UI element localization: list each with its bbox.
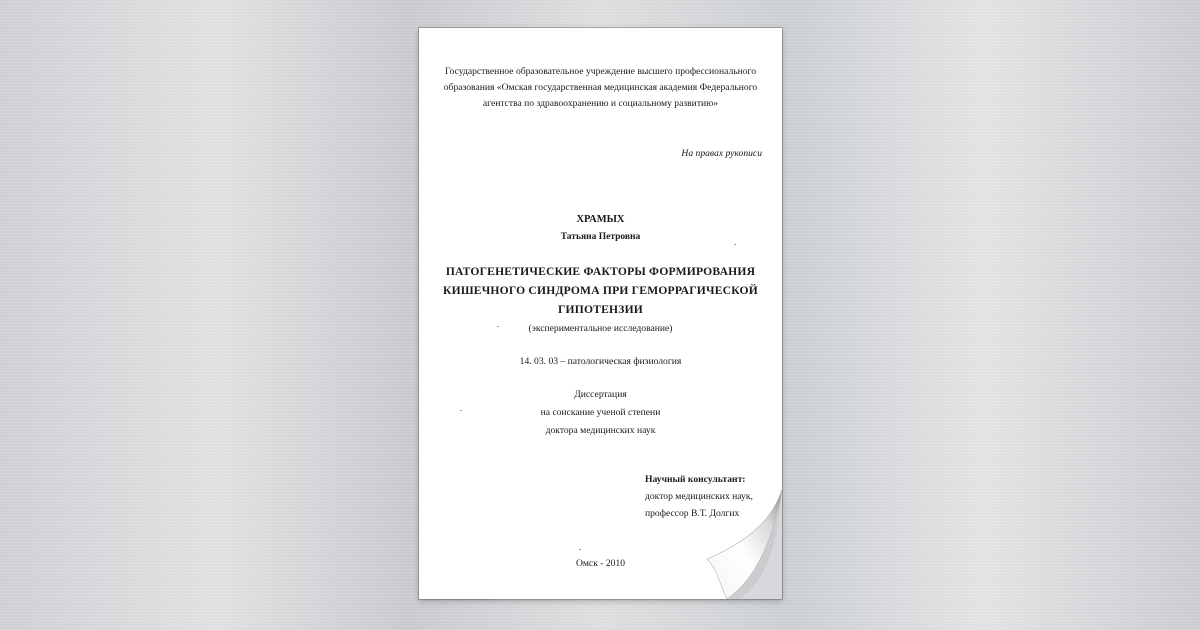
specialty-code: 14. 03. 03 – патологическая физиология bbox=[519, 356, 682, 367]
organization-line-1: Государственное образовательное учреждение высшего профессионального bbox=[444, 66, 757, 77]
rights-note: На правах рукописи bbox=[681, 148, 762, 159]
dissertation-title-line-3: ГИПОТЕНЗИИ bbox=[557, 303, 644, 316]
author-name: Татьяна Петровна bbox=[560, 232, 641, 242]
study-type: (экспериментальное исследование) bbox=[528, 323, 673, 334]
dissertation-title-line-1: ПАТОГЕНЕТИЧЕСКИЕ ФАКТОРЫ ФОРМИРОВАНИЯ bbox=[445, 265, 756, 278]
author-surname: ХРАМЫХ bbox=[576, 214, 625, 225]
organization-line-3: агентства по здравоохранению и социальному развитию» bbox=[482, 98, 719, 109]
degree-line-1: Диссертация bbox=[574, 389, 627, 400]
scan-speck bbox=[579, 549, 581, 550]
document-page bbox=[419, 28, 782, 599]
degree-line-2: на соискание ученой степени bbox=[540, 407, 661, 418]
degree-line-3: доктора медицинских наук bbox=[545, 425, 656, 436]
scan-speck bbox=[734, 244, 736, 245]
scan-speck bbox=[460, 410, 462, 411]
organization-line-2: образования «Омская государственная медицинская академия Федерального bbox=[443, 82, 758, 93]
dissertation-title-line-2: КИШЕЧНОГО СИНДРОМА ПРИ ГЕМОРРАГИЧЕСКОЙ bbox=[443, 284, 758, 297]
consultant-degree: доктор медицинских наук, bbox=[645, 491, 753, 502]
place-year: Омск - 2010 bbox=[575, 558, 626, 569]
consultant-name: профессор В.Т. Долгих bbox=[645, 508, 740, 519]
consultant-heading: Научный консультант: bbox=[645, 474, 746, 485]
page-curl bbox=[687, 489, 782, 599]
scan-speck bbox=[497, 326, 499, 327]
